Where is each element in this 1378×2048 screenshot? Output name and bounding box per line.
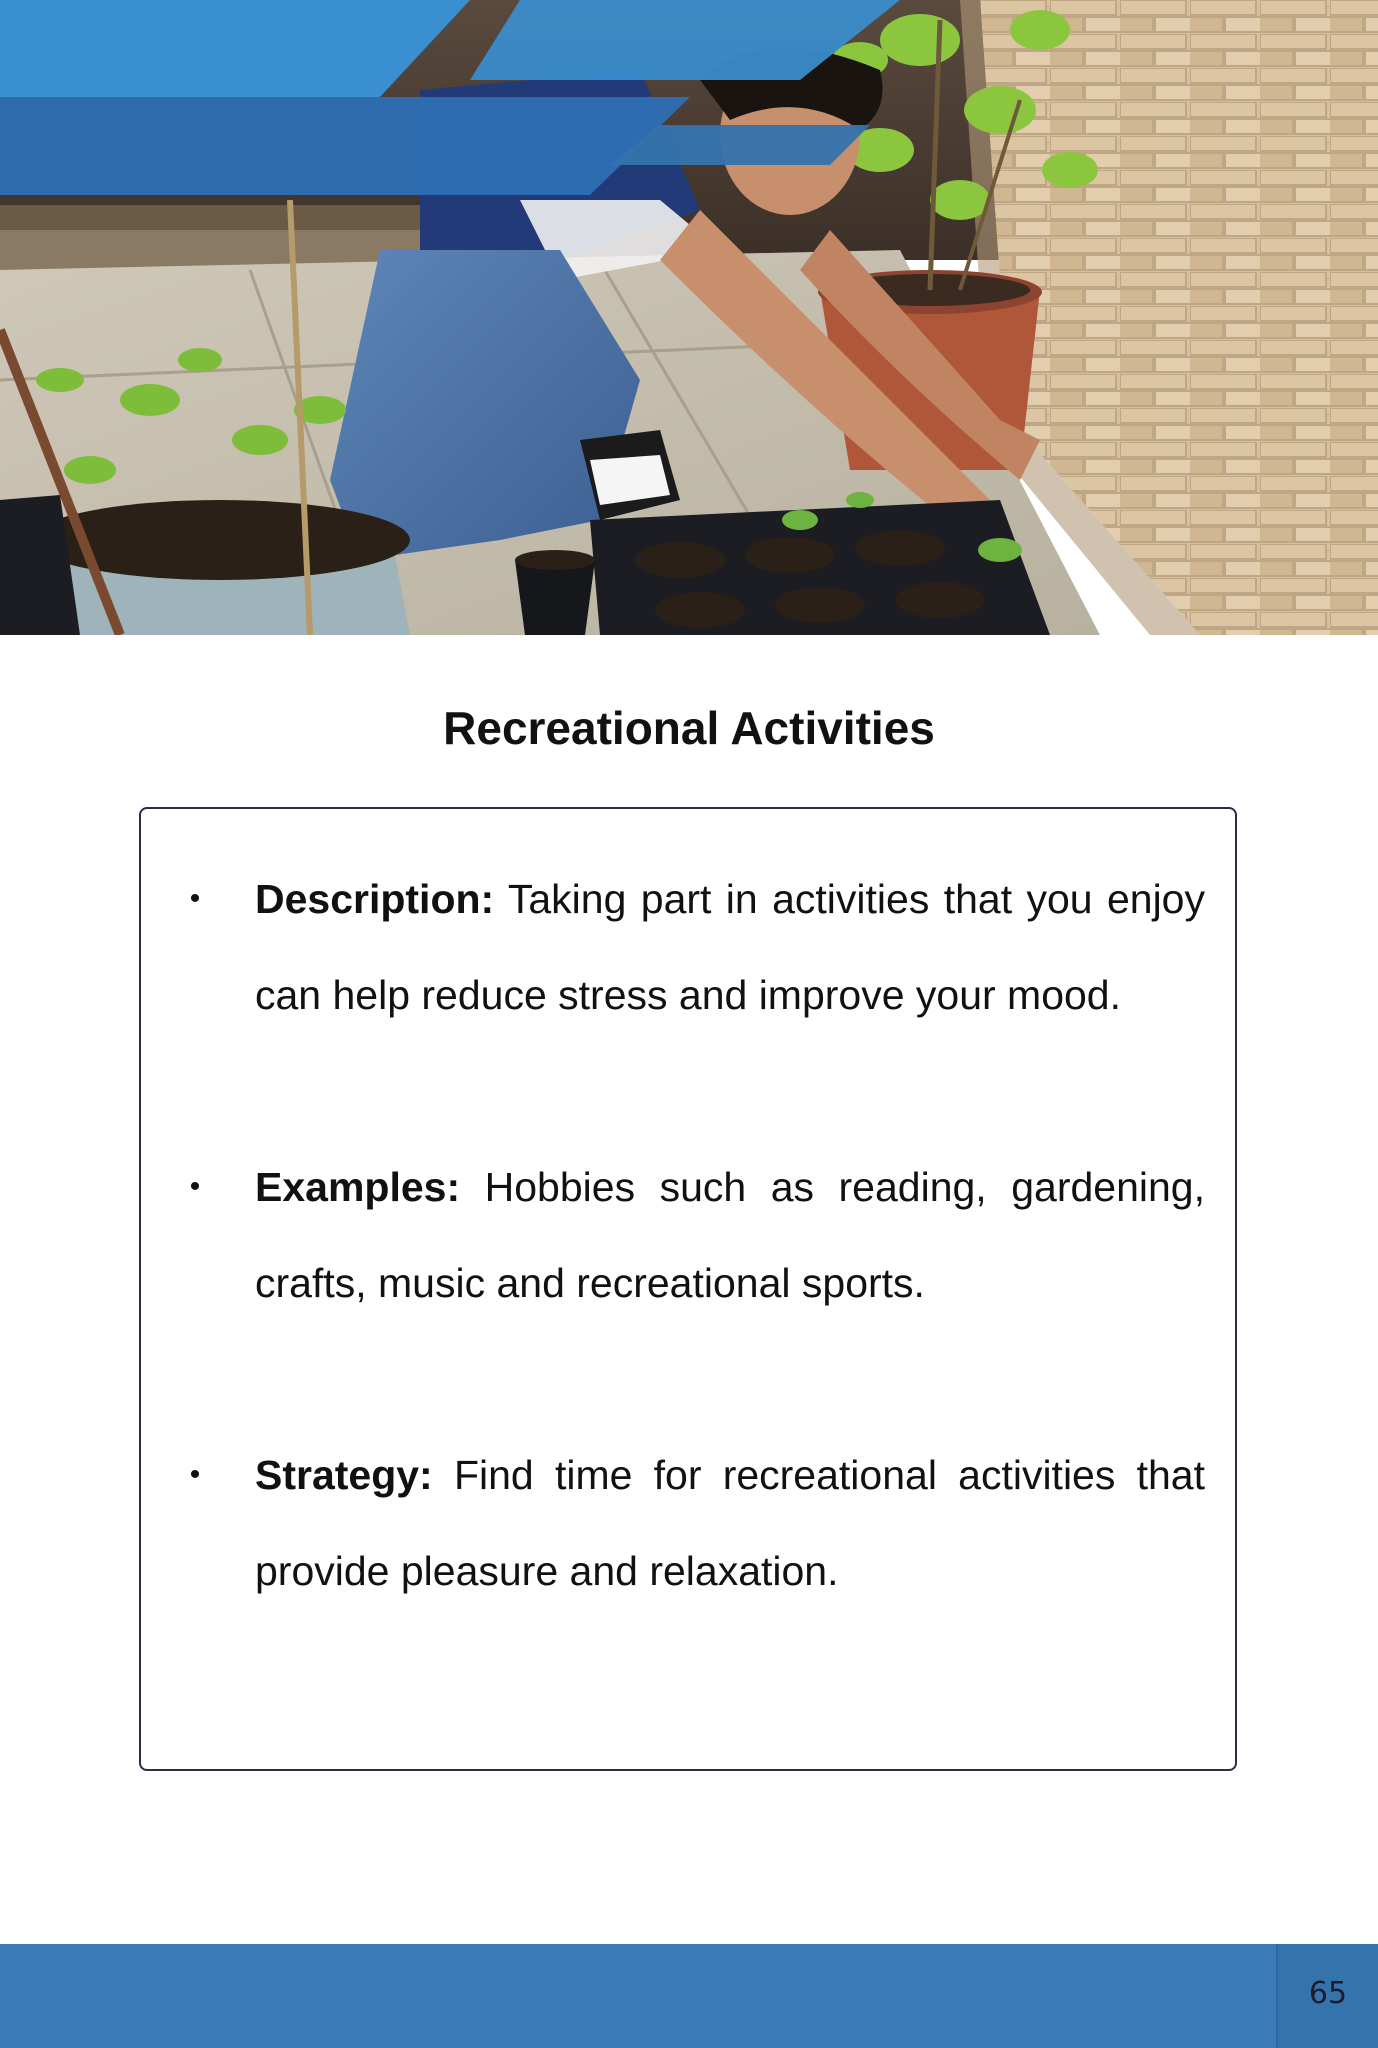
bullet-label: Strategy:	[255, 1452, 433, 1498]
list-item-examples	[175, 1139, 1205, 1331]
list-item-strategy	[175, 1427, 1205, 1619]
bullet-list	[175, 851, 1205, 1619]
hero-image	[0, 0, 1378, 635]
page-number: 65	[1308, 1975, 1348, 2011]
bullet-label: Examples:	[255, 1164, 461, 1210]
page-title: Recreational Activities	[443, 702, 935, 754]
accent-shape-middle	[0, 97, 690, 195]
page-number-box	[1276, 1944, 1378, 2048]
bullet-icon: •	[189, 882, 201, 915]
bullet-icon: •	[189, 1458, 201, 1491]
bullet-text: Taking part in activities that you enjoy can help reduce stress and improve your mood.	[255, 876, 1205, 1018]
bullet-text: Hobbies such as reading, gardening, crafts, music and recreational sports.	[255, 1164, 1205, 1306]
list-item-description	[175, 851, 1205, 1043]
bullet-label: Description:	[255, 876, 495, 922]
footer-bar	[0, 1944, 1378, 2048]
bullet-text: Find time for recreational activities that provide pleasure and relaxation.	[255, 1452, 1205, 1594]
info-box	[139, 807, 1237, 1771]
bullet-icon: •	[189, 1170, 201, 1203]
gardening-photo	[0, 0, 1378, 635]
